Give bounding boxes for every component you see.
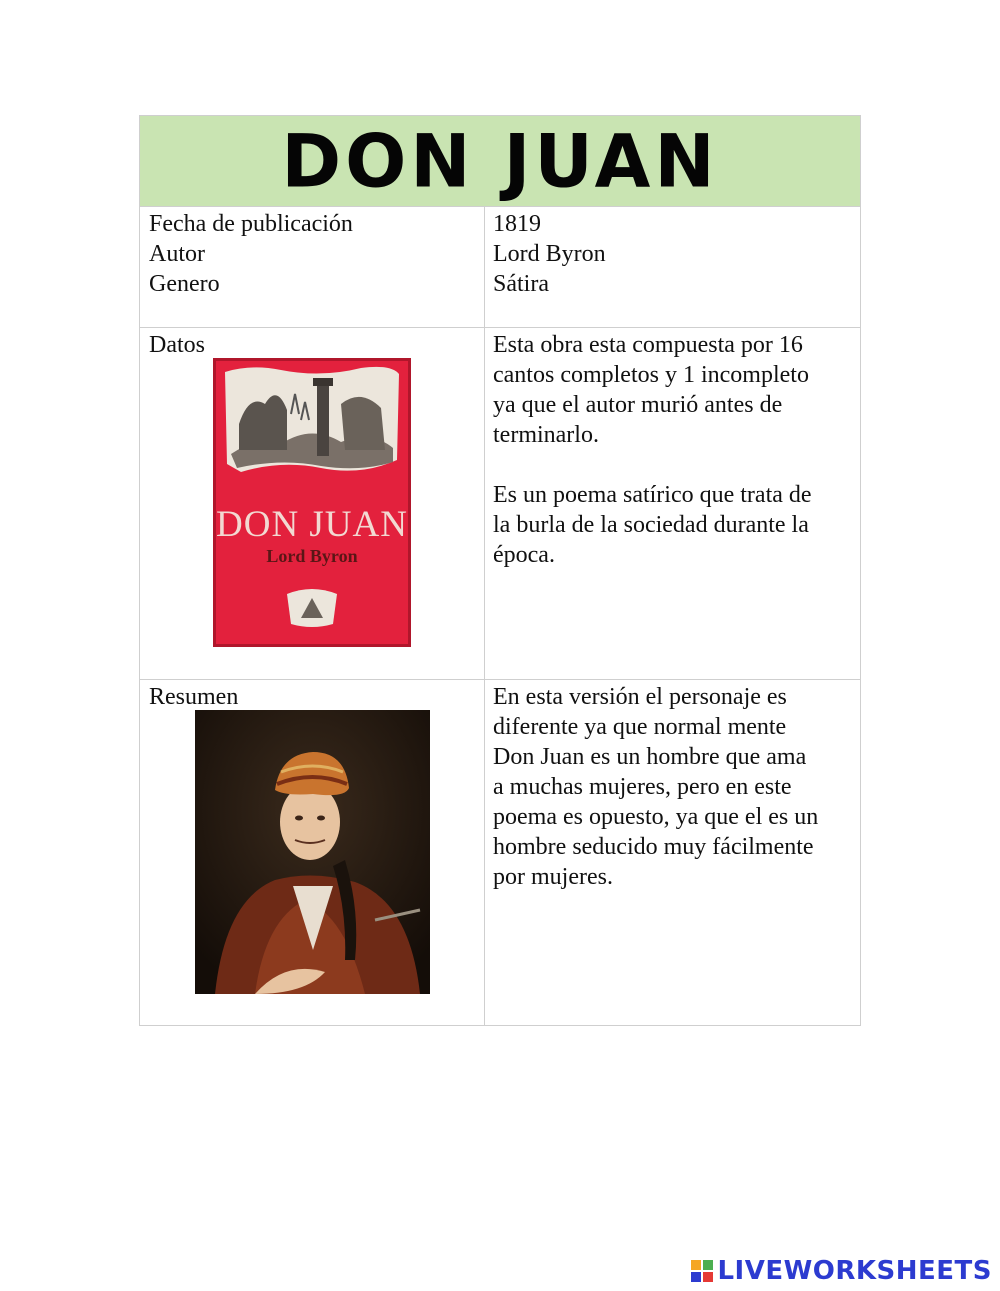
info-labels: Fecha de publicación Autor Genero bbox=[149, 211, 353, 297]
brand-name: LIVEWORKSHEETS bbox=[717, 1256, 992, 1286]
info-labels-cell bbox=[140, 207, 485, 327]
cover-engraving bbox=[221, 364, 403, 482]
liveworksheets-icon bbox=[691, 1260, 713, 1282]
datos-text-cell bbox=[485, 328, 860, 679]
liveworksheets-logo bbox=[691, 1256, 992, 1286]
resumen-row bbox=[140, 680, 860, 1025]
info-row bbox=[140, 207, 860, 328]
datos-label: Datos bbox=[149, 332, 205, 358]
resumen-label: Resumen bbox=[149, 684, 239, 710]
book-cover-image bbox=[213, 358, 411, 647]
resumen-label-cell bbox=[140, 680, 485, 1025]
datos-text: Esta obra esta compuesta por 16 cantos completos y 1 incompleto ya que el autor murió antes de terminarlo. Es un poema satírico que trata de la burla de la sociedad durante la época. bbox=[493, 332, 812, 568]
cover-title: DON JUAN bbox=[216, 504, 408, 545]
portrait-painting bbox=[195, 710, 430, 994]
datos-row bbox=[140, 328, 860, 680]
cover-author: Lord Byron bbox=[266, 546, 358, 566]
cover-emblem bbox=[283, 584, 341, 630]
portrait-image bbox=[195, 710, 430, 994]
page-title: DON JUAN bbox=[281, 118, 719, 204]
info-values-cell bbox=[485, 207, 860, 327]
resumen-text: En esta versión el personaje es diferente ya que normal mente Don Juan es un hombre que ama a muchas mujeres, pero en este poema es opuesto, ya que el es un hombre seducido muy fácilmente por mujeres. bbox=[493, 684, 819, 890]
worksheet-table bbox=[139, 115, 861, 1026]
title-banner bbox=[140, 116, 860, 207]
datos-label-cell bbox=[140, 328, 485, 679]
resumen-text-cell bbox=[485, 680, 860, 1025]
info-values: 1819 Lord Byron Sátira bbox=[493, 211, 606, 297]
